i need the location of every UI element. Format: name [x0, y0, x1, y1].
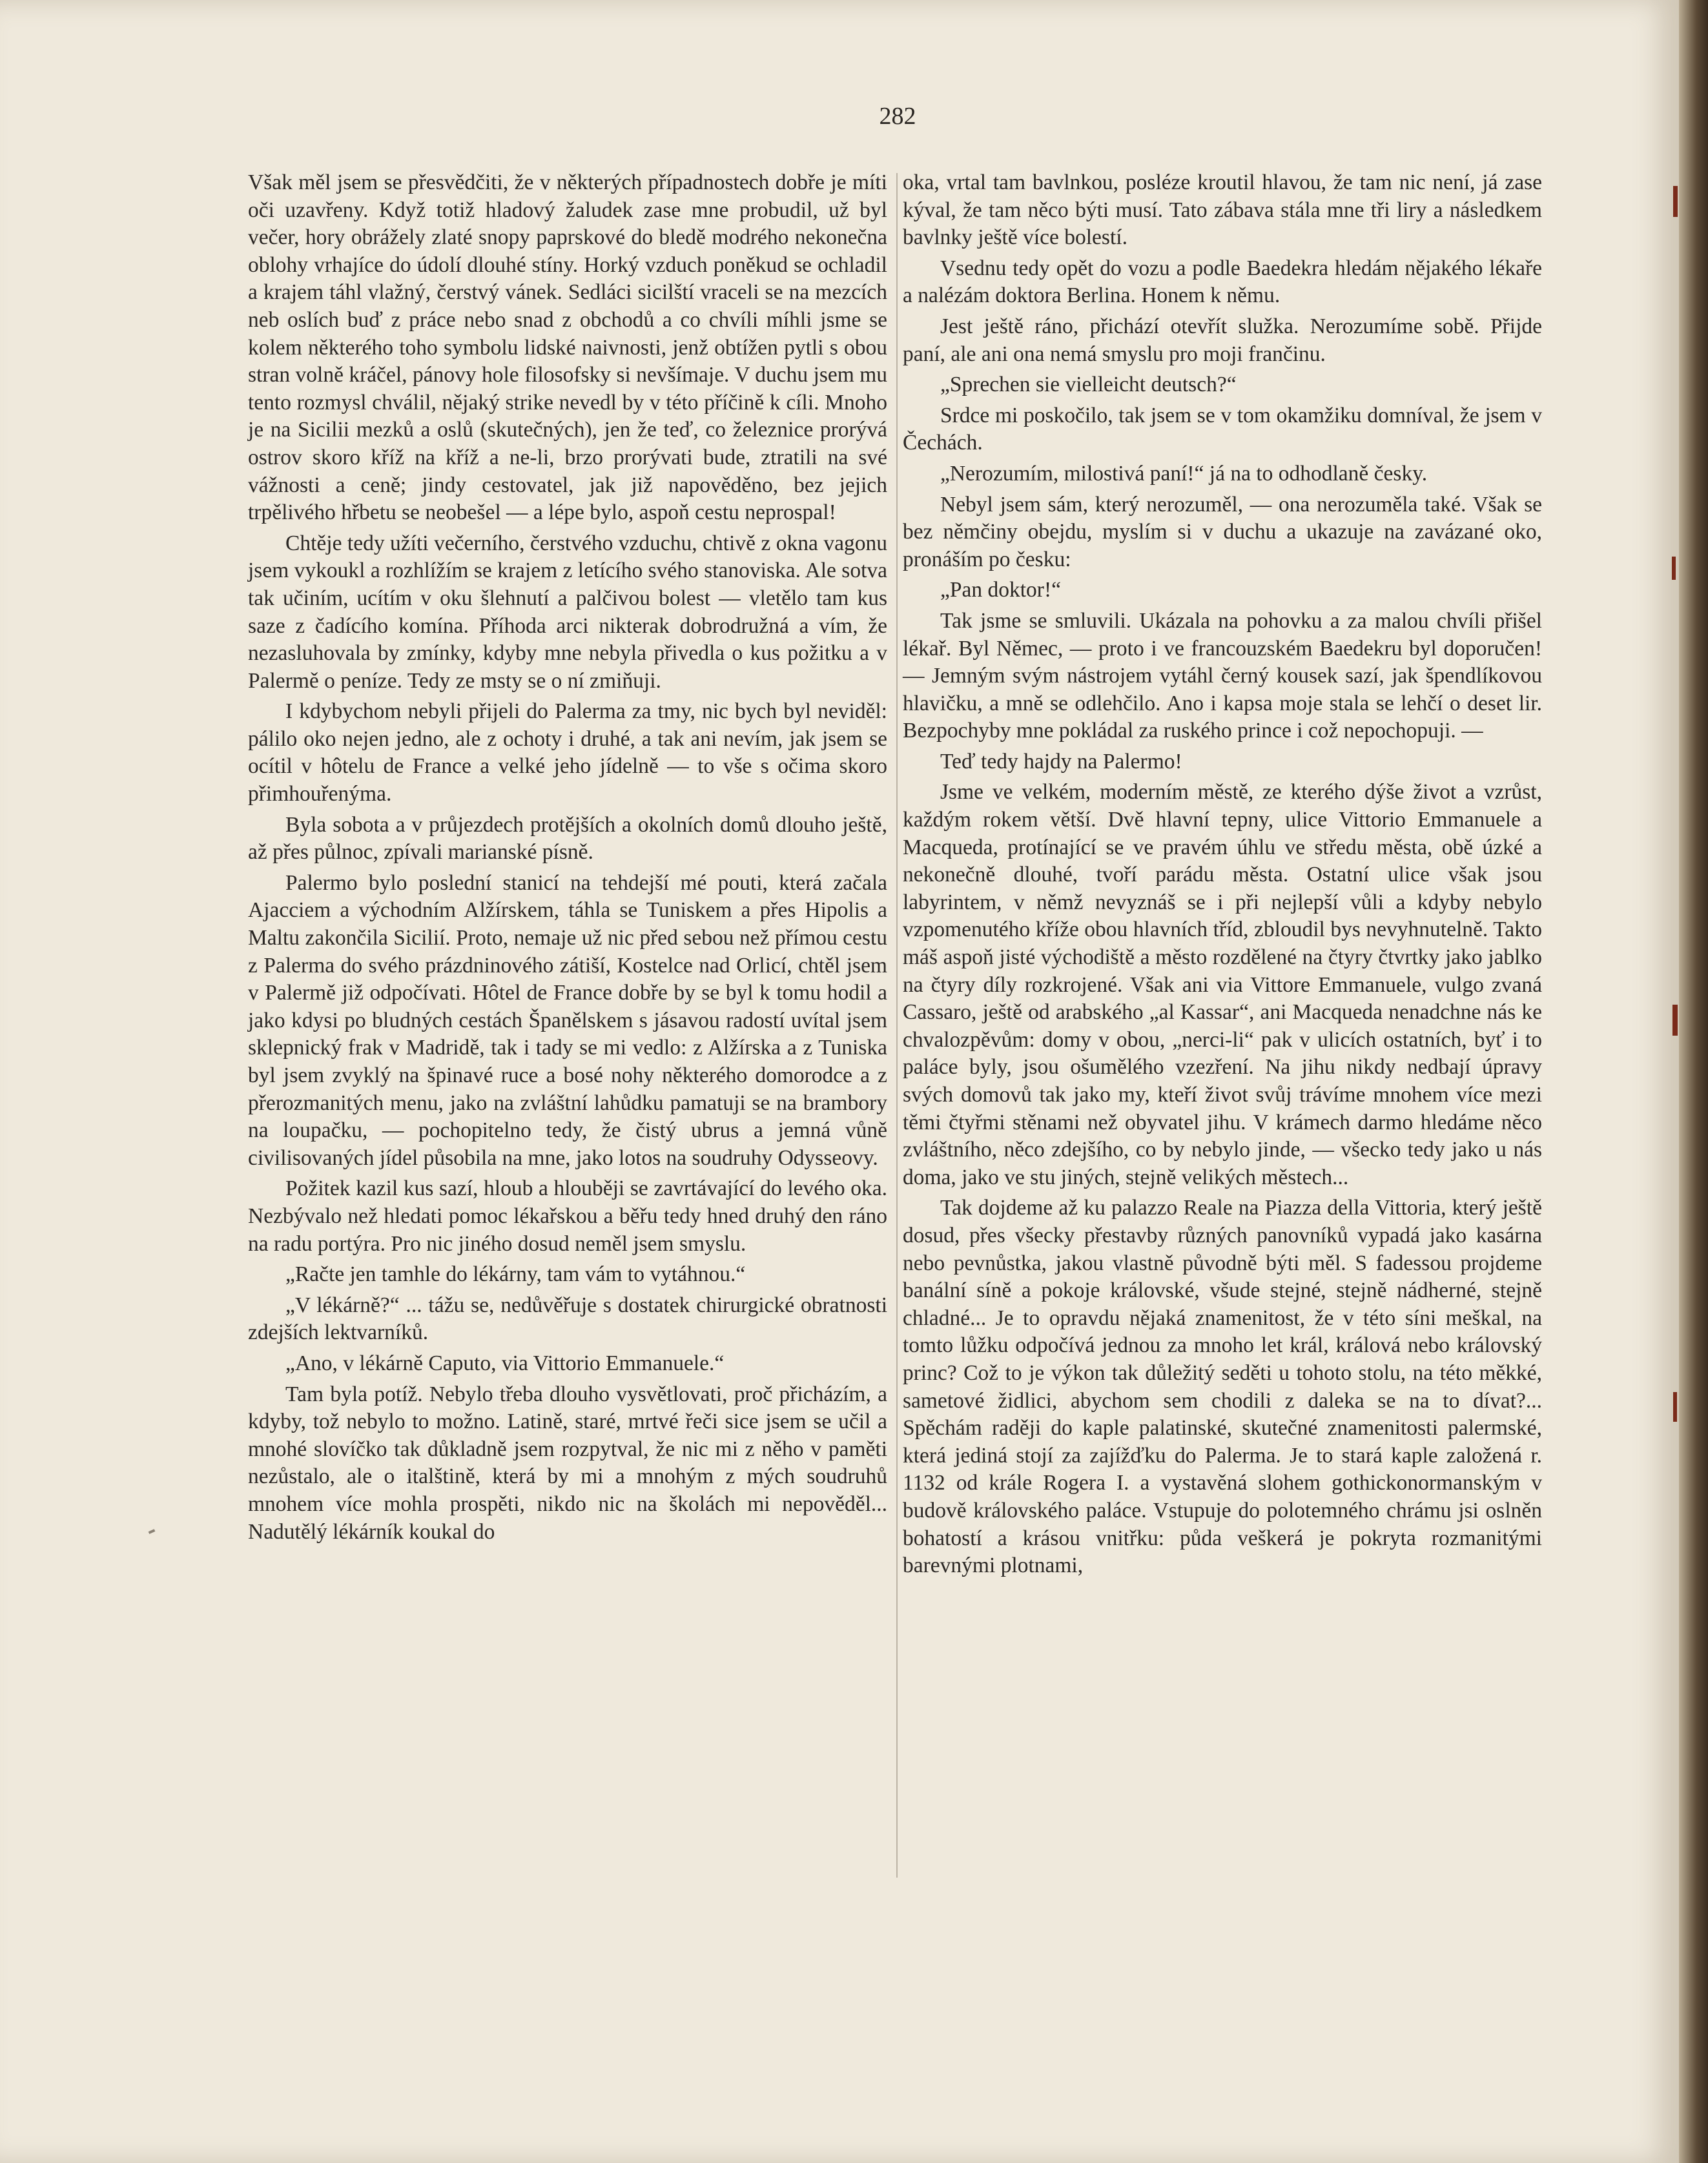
paragraph: „V lékárně?“ ... tážu se, nedůvěřuje s dostatek chirurgické obratnosti zdejších lektvarníků.	[248, 1293, 887, 1345]
column-divider	[896, 173, 898, 1878]
edge-mark	[1672, 1005, 1678, 1036]
paragraph: oka, vrtal tam bavlnkou, posléze kroutil hlavou, že tam nic není, já zase kýval, že tam něco býti musí. Tato zábava stála mne tři liry a následkem bavlnky ještě více bolestí.	[903, 170, 1542, 250]
book-spine	[1679, 0, 1708, 2163]
paragraph: „Sprechen sie vielleicht deutsch?“	[940, 373, 1237, 397]
edge-mark	[1673, 1392, 1677, 1422]
paragraph: Tak jsme se smluvili. Ukázala na pohovku a za malou chvíli přišel lékař. Byl Němec, — proto i ve francouzském Baedekru byl doporučen! — Jemným svým nástrojem vytáhl černý kousek sazí, jak špendlíkovou hlavičku, a mně se odlehčilo. Ano i kapsa moje stala se lehčí o deset lir. Bezpochyby mne pokládal za ruského prince i což nepochopuji. —	[903, 608, 1542, 743]
paragraph: Požitek kazil kus sazí, hloub a hlouběji se zavrtávající do levého oka. Nezbývalo než hledati pomoc lékařskou a běřu tedy hned druhý den ráno na radu portýra. Pro nic jiného dosud neměl jsem smyslu.	[248, 1176, 887, 1256]
paragraph: Chtěje tedy užíti večerního, čerstvého vzduchu, chtivě z okna vagonu jsem vykoukl a rozhlížím se krajem z letícího svého stanoviska. Ale sotva tak učiním, ucítím v oku šlehnutí a palčivou bolest — vletělo tam kus saze z čadícího komína. Příhoda arci nikterak dobrodružná a vím, že nezasluhovala by zmínky, kdyby mne nebyla přivedla o kus požitku a v Palermě o peníze. Tedy ze msty se o ní zmiňuji.	[248, 531, 887, 693]
paragraph: Vsednu tedy opět do vozu a podle Baedekra hledám nějakého lékaře a nalézám doktora Berlina. Honem k němu.	[903, 256, 1542, 308]
paragraph: Srdce mi poskočilo, tak jsem se v tom okamžiku domníval, že jsem v Čechách.	[903, 403, 1542, 455]
paragraph: Nebyl jsem sám, který nerozuměl, — ona nerozuměla také. Však se bez němčiny obejdu, myslím si v duchu a ukazuje na zavázané oko, pronáším po česku:	[903, 492, 1542, 571]
paragraph: Byla sobota a v průjezdech protějších a okolních domů dlouho ještě, až přes půlnoc, zpívali marianské písně.	[248, 812, 887, 865]
right-text-column	[903, 169, 1542, 1583]
paragraph: Teď tedy hajdy na Palermo!	[940, 749, 1182, 774]
paragraph: Jest ještě ráno, přichází otevřít služka. Nerozumíme sobě. Přijde paní, ale ani ona nemá smyslu pro moji frančinu.	[903, 314, 1542, 366]
paragraph: Palermo bylo poslední stanicí na tehdejší mé pouti, která začala Ajacciem a východním Alžírskem, táhla se Tuniskem a přes Hipolis a Maltu zakončila Sicilií. Proto, nemaje už nic před sebou než přímou cestu z Palerma do svého prázdninového zátiší, Kostelce nad Orlicí, chtěl jsem v Palermě již odpočívati. Hôtel de France dobře by se byl k tomu hodil a jako kdysi po bludných cestách Španělskem s jásavou radostí uvítal jsem sklepnický frak v Madridě, tak i tady se mi vedlo: z Alžírska a z Tuniska byl jsem zvyklý na špinavé ruce a bosé nohy některého domorodce a z přerozmanitých menu, jako na zvláštní lahůdku pamatuji se na brambory na loupačku, — pochopitelno tedy, že čistý ubrus a jemná vůně civilisovaných jídel působila na mne, jako lotos na soudruhy Odysseovy.	[248, 870, 887, 1170]
edge-mark	[1673, 186, 1678, 217]
edge-mark	[1672, 557, 1676, 580]
paragraph: „Nerozumím, milostivá paní!“ já na to odhodlaně česky.	[940, 461, 1428, 486]
paragraph: Však měl jsem se přesvědčiti, že v některých případnostech dobře je míti oči uzavřeny. Když totiž hladový žaludek zase mne probudil, už byl večer, hory obrážely zlaté snopy paprskové do bledě modrého nekonečna oblohy vrhajíce do údolí dlouhé stíny. Horký vzduch poněkud se ochladil a krajem táhl vlažný, čerstvý vánek. Sedláci sicilští vraceli se na mezcích neb oslích buď z práce nebo snad z obchodů a co chvíli míhli jsme se kolem některého toho symbolu lidské naivnosti, jenž obtížen pytli s obou stran volně kráčel, pánovy hole filosofsky si nevšímaje. V duchu jsem mu tento rozmysl chválil, nějaký strike nevedl by v této příčině k cíli. Mnoho je na Sicilii mezků a oslů (skutečných), jen že teď, co železnice prorývá ostrov skoro kříž na kříž a ne-li, brzo prorývati bude, ztratili na své vážnosti a ceně; jindy cestovatel, jak již napověděno, bez jejich trpělivého hřbetu se neobešel — a lépe bylo, aspoň cestu neprospal!	[248, 170, 887, 525]
page-number: 282	[879, 103, 916, 130]
paragraph: Jsme ve velkém, moderním městě, ze kterého dýše život a vzrůst, každým rokem větší. Dvě hlavní tepny, ulice Vittorio Emmanuele a Macqueda, protínající se ve pravém úhlu ve středu města, obě úzké a nekonečně dlouhé, tvoří parádu města. Ostatní ulice však jsou labyrintem, v němž nevyznáš se i při nejlepší vůli a kdyby nebylo vzpomenutého kříže obou hlavních tříd, zbloudil bys nevyhnutelně. Takto máš aspoň jisté východiště a město rozdělené na čtyry čtvrtky jako jablko na čtyry díly rozkrojené. Však ani via Vittore Emmanuele, vulgo zvaná Cassaro, ještě od arabského „al Kassar“, ani Macqueda nenadchne nás ke chvalozpěvům: domy v obou, „nerci-li“ pak v ulicích ostatních, byť i to paláce byly, jsou ošumělého vzezření. Na jihu nikdy nedbají úpravy svých domovů tak jako my, kteří život svůj trávíme mnohem více mezi těmi čtyřmi stěnami než obyvatel jihu. V krámech darmo hledáme něco zvláštního, něco zdejšího, co by nebylo jinde, — všecko tedy jako u nás doma, jako ve stu jiných, stejně velikých městech...	[903, 780, 1542, 1189]
paragraph: I kdybychom nebyli přijeli do Palerma za tmy, nic bych byl neviděl: pálilo oko nejen jedno, ale z ochoty i druhé, a tak ani nevím, jak jsem se ocítil v hôtelu de France a velké jeho jídelně — to vše s očima skoro přimhouřenýma.	[248, 699, 887, 806]
paragraph: „Pan doktor!“	[940, 578, 1061, 602]
paragraph: Tam byla potíž. Nebylo třeba dlouho vysvětlovati, proč přicházím, a kdyby, tož nebylo to možno. Latině, staré, mrtvé řeči sice jsem se učil a mnohé slovíčko tak důkladně jsem rozpytval, že nic mi z něho v paměti nezůstalo, ale o italštině, která by mi a mnohým z mých soudruhů mnohem více mohla prospěti, nikdo nic na školách mi nepověděl... Nadutělý lékárník koukal do	[248, 1382, 887, 1544]
paragraph: „Ano, v lékárně Caputo, via Vittorio Emmanuele.“	[285, 1351, 725, 1375]
paragraph: Tak dojdeme až ku palazzo Reale na Piazza della Vittoria, který ještě dosud, přes všecky přestavby různých panovníků vypadá jako kasárna nebo pevnůstka, jakou vlastně původně býti měl. S fadessou projdeme banální síně a pokoje královské, všude stejné, stejně nádherné, stejně chladné... Je to opravdu nějaká znamenitost, že v této síni meškal, na tomto lůžku odpočívá jednou za mnoho let král, králová nebo královský princ? Což to je výkon tak důležitý seděti u tohoto stolu, na této měkké, sametové židlici, abychom sem chodili z daleka se na to dívat?... Spěchám raději do kaple palatinské, skutečné znamenitosti palermské, která jediná stojí za zajížďku do Palerma. Je to stará kaple založená r. 1132 od krále Rogera I. a vystavěná slohem gothickonormanským v budově královského paláce. Vstupuje do polotemného chrámu jsi oslněn bohatostí a krásou vnitřku: půda veškerá je pokryta rozmanitými barevnými plotnami,	[903, 1196, 1542, 1578]
paragraph: „Račte jen tamhle do lékárny, tam vám to vytáhnou.“	[285, 1262, 746, 1287]
left-text-column	[248, 169, 887, 1549]
ink-speck	[149, 1529, 156, 1534]
